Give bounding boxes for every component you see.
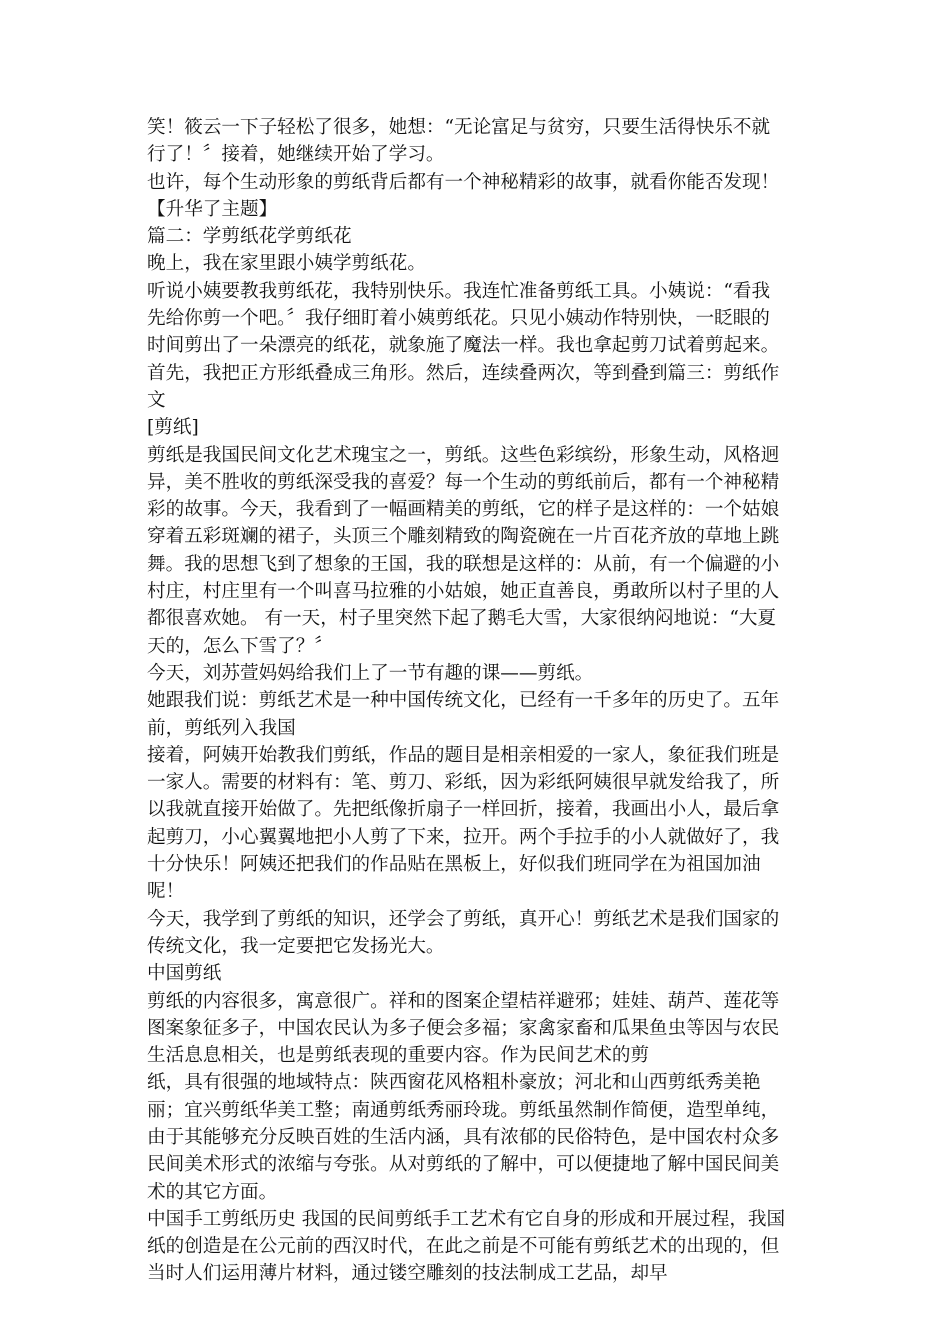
text-line: 晚上，我在家里跟小姨学剪纸花。 bbox=[147, 253, 426, 275]
text-line: 丽；宜兴剪纸华美工整；南通剪纸秀丽玲珑。剪纸虽然制作简便，造型单纯， bbox=[147, 1099, 780, 1121]
text-line: 今天，我学到了剪纸的知识，还学会了剪纸，真开心！剪纸艺术是我们国家的 bbox=[147, 908, 780, 930]
text-line: 穿着五彩斑斓的裙子，头顶三个雕刻精致的陶瓷碗在一片百花齐放的草地上跳 bbox=[147, 526, 780, 548]
text-line: 剪纸的内容很多，寓意很广。祥和的图案企望桔祥避邪；娃娃、葫芦、莲花等 bbox=[147, 990, 780, 1012]
text-line: 她跟我们说：剪纸艺术是一种中国传统文化，已经有一千多年的历史了。五年 bbox=[147, 690, 780, 712]
text-line: 剪纸是我国民间文化艺术瑰宝之一，剪纸。这些色彩缤纷，形象生动，风格迥 bbox=[147, 444, 780, 466]
text-line: 图案象征多子，中国农民认为多子便会多福；家禽家畜和瓜果鱼虫等因与农民 bbox=[147, 1017, 780, 1039]
section-title: [剪纸] bbox=[147, 417, 199, 439]
text-line: 传统文化，我一定要把它发扬光大。 bbox=[147, 935, 445, 957]
text-line: 呢！ bbox=[147, 881, 185, 903]
document-body bbox=[147, 114, 807, 1288]
text-line: 当时人们运用薄片材料，通过镂空雕刻的技法制成工艺品，却早 bbox=[147, 1263, 668, 1285]
text-line: 【升华了主题】 bbox=[147, 198, 278, 220]
text-line: 村庄，村庄里有一个叫喜马拉雅的小姑娘，她正直善良，勇敢所以村子里的人 bbox=[147, 581, 780, 603]
text-line: 生活息息相关，也是剪纸表现的重要内容。作为民间艺术的剪 bbox=[147, 1045, 650, 1067]
text-line: 一家人。需要的材料有：笔、剪刀、彩纸，因为彩纸阿姨很早就发给我了，所 bbox=[147, 772, 780, 794]
text-line: 彩的故事。今天，我看到了一幅画精美的剪纸，它的样子是这样的：一个姑娘 bbox=[147, 499, 780, 521]
text-line: 以我就直接开始做了。先把纸像折扇子一样回折，接着，我画出小人，最后拿 bbox=[147, 799, 780, 821]
text-line: 由于其能够充分反映百姓的生活内涵，具有浓郁的民俗特色，是中国农村众多 bbox=[147, 1126, 780, 1148]
text-line: 先给你剪一个吧。〞我仔细盯着小姨剪纸花。只见小姨动作特别快，一眨眼的 bbox=[147, 308, 770, 330]
text-line: 异，美不胜收的剪纸深受我的喜爱？每一个生动的剪纸前后，都有一个神秘精 bbox=[147, 471, 780, 493]
text-line: 纸的创造是在公元前的西汉时代，在此之前是不可能有剪纸艺术的出现的，但 bbox=[147, 1236, 780, 1258]
text-line: 中国手工剪纸历史 我国的民间剪纸手工艺术有它自身的形成和开展过程，我国 bbox=[147, 1208, 786, 1230]
text-line: 文 bbox=[147, 389, 166, 411]
text-line: 也许，每个生动形象的剪纸背后都有一个神秘精彩的故事，就看你能否发现！ bbox=[147, 171, 780, 193]
text-line: 笑！筱云一下子轻松了很多，她想：“无论富足与贫穷，只要生活得快乐不就 bbox=[147, 117, 771, 138]
text-line: 术的其它方面。 bbox=[147, 1181, 278, 1203]
text-line: 民间美术形式的浓缩与夸张。从对剪纸的了解中，可以便捷地了解中国民间美 bbox=[147, 1154, 780, 1176]
text-line: 接着，阿姨开始教我们剪纸，作品的题目是相亲相爱的一家人，象征我们班是 bbox=[147, 744, 780, 766]
text-line: 前，剪纸列入我国 bbox=[147, 717, 296, 739]
text-line: 时间剪出了一朵漂亮的纸花，就象施了魔法一样。我也拿起剪刀试着剪起来。 bbox=[147, 335, 780, 357]
text-line: 听说小姨要教我剪纸花，我特别快乐。我连忙准备剪纸工具。小姨说：“看我 bbox=[147, 280, 771, 302]
text-line: 行了！〞接着，她继续开始了学习。 bbox=[147, 144, 445, 166]
text-line: 纸，具有很强的地域特点：陕西窗花风格粗朴豪放；河北和山西剪纸秀美艳 bbox=[147, 1072, 761, 1094]
text-line: 起剪刀，小心翼翼地把小人剪了下来，拉开。两个手拉手的小人就做好了，我 bbox=[147, 826, 780, 848]
text-line: 舞。我的思想飞到了想象的王国，我的联想是这样的：从前，有一个偏避的小 bbox=[147, 553, 780, 575]
text-line: 今天，刘苏萱妈妈给我们上了一节有趣的课——剪纸。 bbox=[147, 662, 594, 684]
text-line: 十分快乐！阿姨还把我们的作品贴在黑板上，好似我们班同学在为祖国加油 bbox=[147, 854, 761, 876]
text-line: 都很喜欢她。 有一天，村子里突然下起了鹅毛大雪，大家很纳闷地说：“大夏 bbox=[147, 608, 777, 630]
text-line: 天的，怎么下雪了？〞 bbox=[147, 635, 333, 657]
section-title: 篇二：学剪纸花学剪纸花 bbox=[147, 226, 352, 248]
section-title: 中国剪纸 bbox=[147, 963, 222, 985]
text-line: 首先，我把正方形纸叠成三角形。然后，连续叠两次，等到叠到篇三：剪纸作 bbox=[147, 362, 780, 384]
